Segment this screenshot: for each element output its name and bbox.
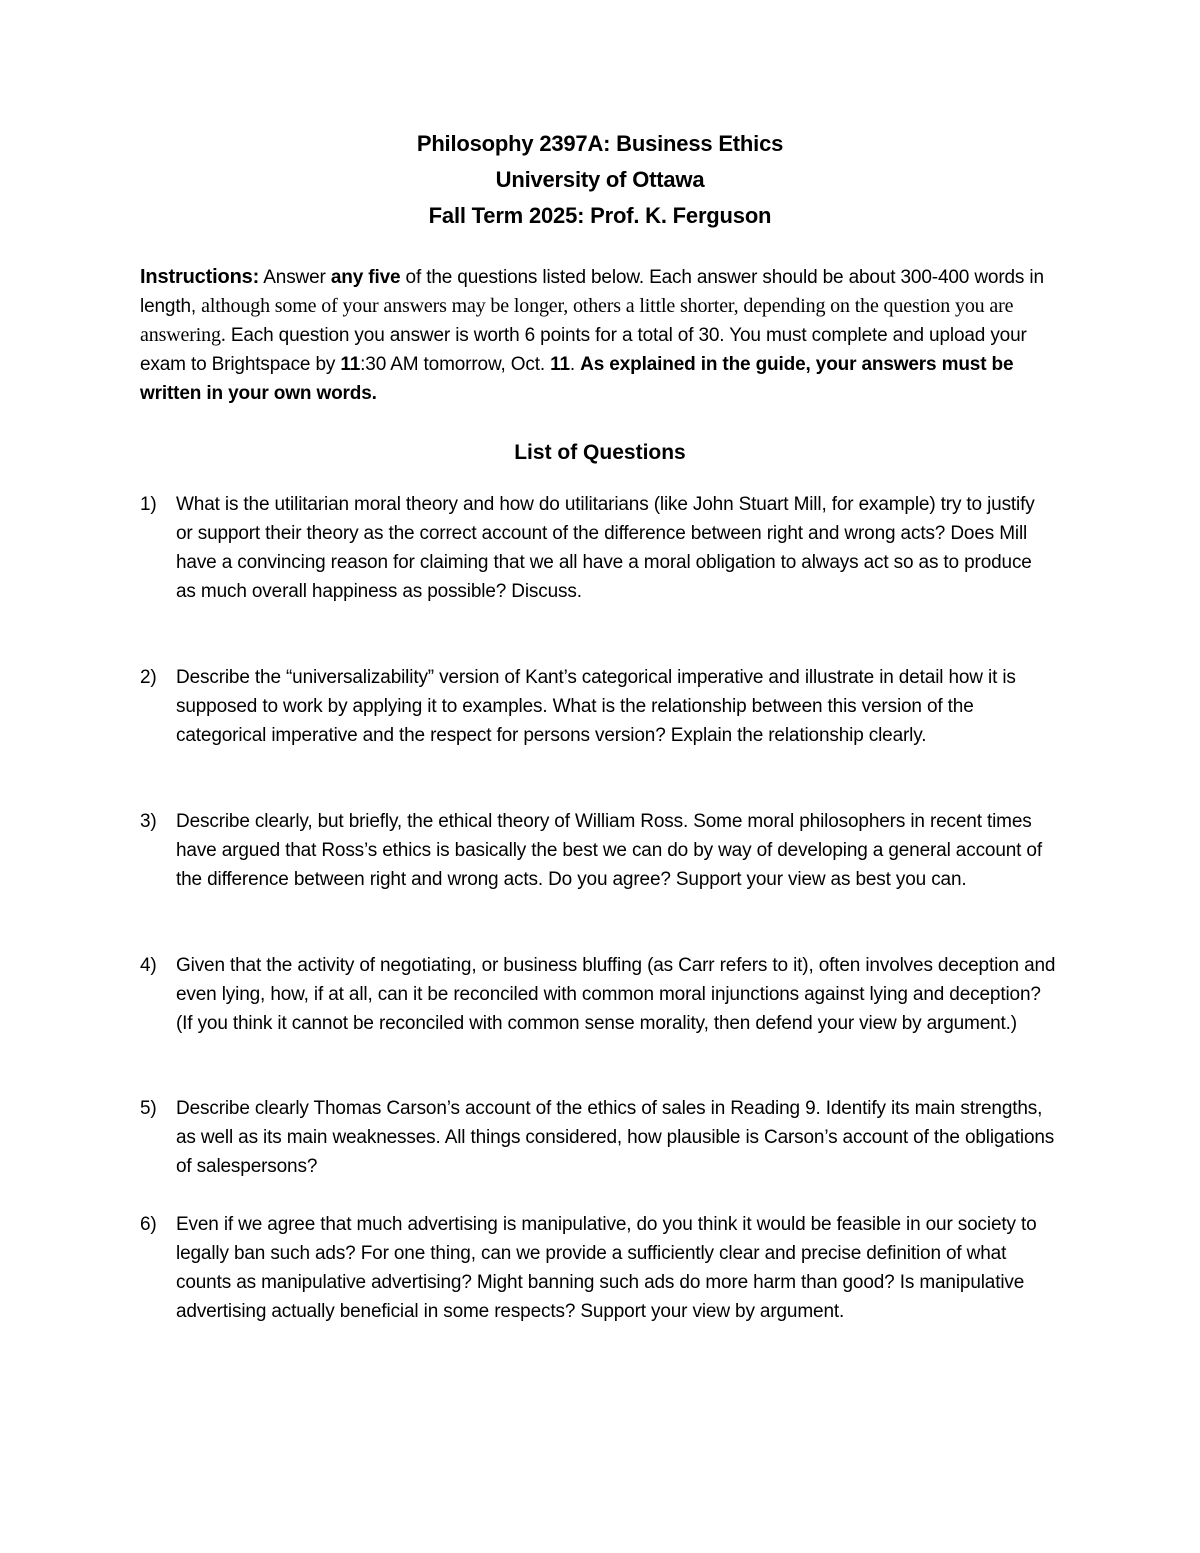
instructions-serif-text: although some of your answers may be longer, others a little shorter, depending on the question you are answering. bbox=[140, 295, 1014, 346]
question-text: What is the utilitarian moral theory and how do utilitarians (like John Stuart Mill, for example) try to justify or support their theory as the correct account of the difference between right and wrong acts? Does Mill have a convincing reason for claiming that we all have a moral obligation to always act so as to produce as much overall happiness as possible? Discuss. bbox=[176, 494, 1035, 602]
instructions-label: Instructions: bbox=[140, 266, 260, 288]
instructions-text-3: Each question you answer is worth 6 points for a total of 30. You must complete and upload your exam to Brightspace by bbox=[140, 325, 1027, 375]
question-number: 6) bbox=[140, 1214, 157, 1235]
question-text: Given that the activity of negotiating, or business bluffing (as Carr refers to it), often involves deception and even lying, how, if at all, can it be reconciled with common moral injunctions against lying and deception? (If you think it cannot be reconciled with common sense morality, then defend your view by argument.) bbox=[176, 955, 1056, 1034]
question-text: Describe clearly, but briefly, the ethical theory of William Ross. Some moral philosophers in recent times have argued that Ross’s ethics is basically the best we can do by way of developing a general account of the difference between right and wrong acts. Do you agree? Support your view as best you can. bbox=[176, 811, 1042, 890]
instructions-deadline-hour: 11 bbox=[340, 354, 361, 375]
question-number: 2) bbox=[140, 667, 157, 688]
instructions-own-words-note: As explained in the guide, your answers must be written in your own words. bbox=[140, 354, 1014, 404]
question-number: 3) bbox=[140, 811, 157, 832]
instructions-text-1: Answer bbox=[259, 267, 331, 288]
question-number: 1) bbox=[140, 494, 157, 515]
list-heading: List of Questions bbox=[514, 441, 686, 464]
instructions-deadline-date: 11 bbox=[550, 354, 570, 375]
document-header bbox=[0, 126, 1200, 234]
instructions-any-five: any five bbox=[330, 267, 401, 288]
instructions-paragraph bbox=[140, 263, 1060, 408]
term-professor: Fall Term 2025: Prof. K. Ferguson bbox=[428, 203, 772, 228]
university-name: University of Ottawa bbox=[495, 167, 705, 192]
instructions-text-4: :30 AM tomorrow, Oct. bbox=[360, 354, 551, 375]
question-number: 4) bbox=[140, 955, 157, 976]
course-title: Philosophy 2397A: Business Ethics bbox=[416, 131, 784, 156]
question-text: Describe the “universalizability” version of Kant’s categorical imperative and illustrate in detail how it is supposed to work by applying it to examples. What is the relationship between this version of the categorical imperative and the respect for persons version? Explain the relationship clearly. bbox=[176, 667, 1016, 746]
question-number: 5) bbox=[140, 1098, 157, 1119]
instructions-text-5: . bbox=[569, 354, 581, 375]
question-text: Describe clearly Thomas Carson’s account of the ethics of sales in Reading 9. Identify its main strengths, as well as its main weaknesses. All things considered, how plausible is Carson’s account of the obligations of salespersons? bbox=[176, 1098, 1055, 1177]
question-text: Even if we agree that much advertising is manipulative, do you think it would be feasible in our society to legally ban such ads? For one thing, can we provide a sufficiently clear and precise definition of what counts as manipulative advertising? Might banning such ads do more harm than good? Is manipulative advertising actually beneficial in some respects? Support your view by argument. bbox=[176, 1214, 1037, 1322]
instructions-text-2: of the questions listed below. Each answer should be about 300-400 words in length, bbox=[140, 267, 1044, 317]
